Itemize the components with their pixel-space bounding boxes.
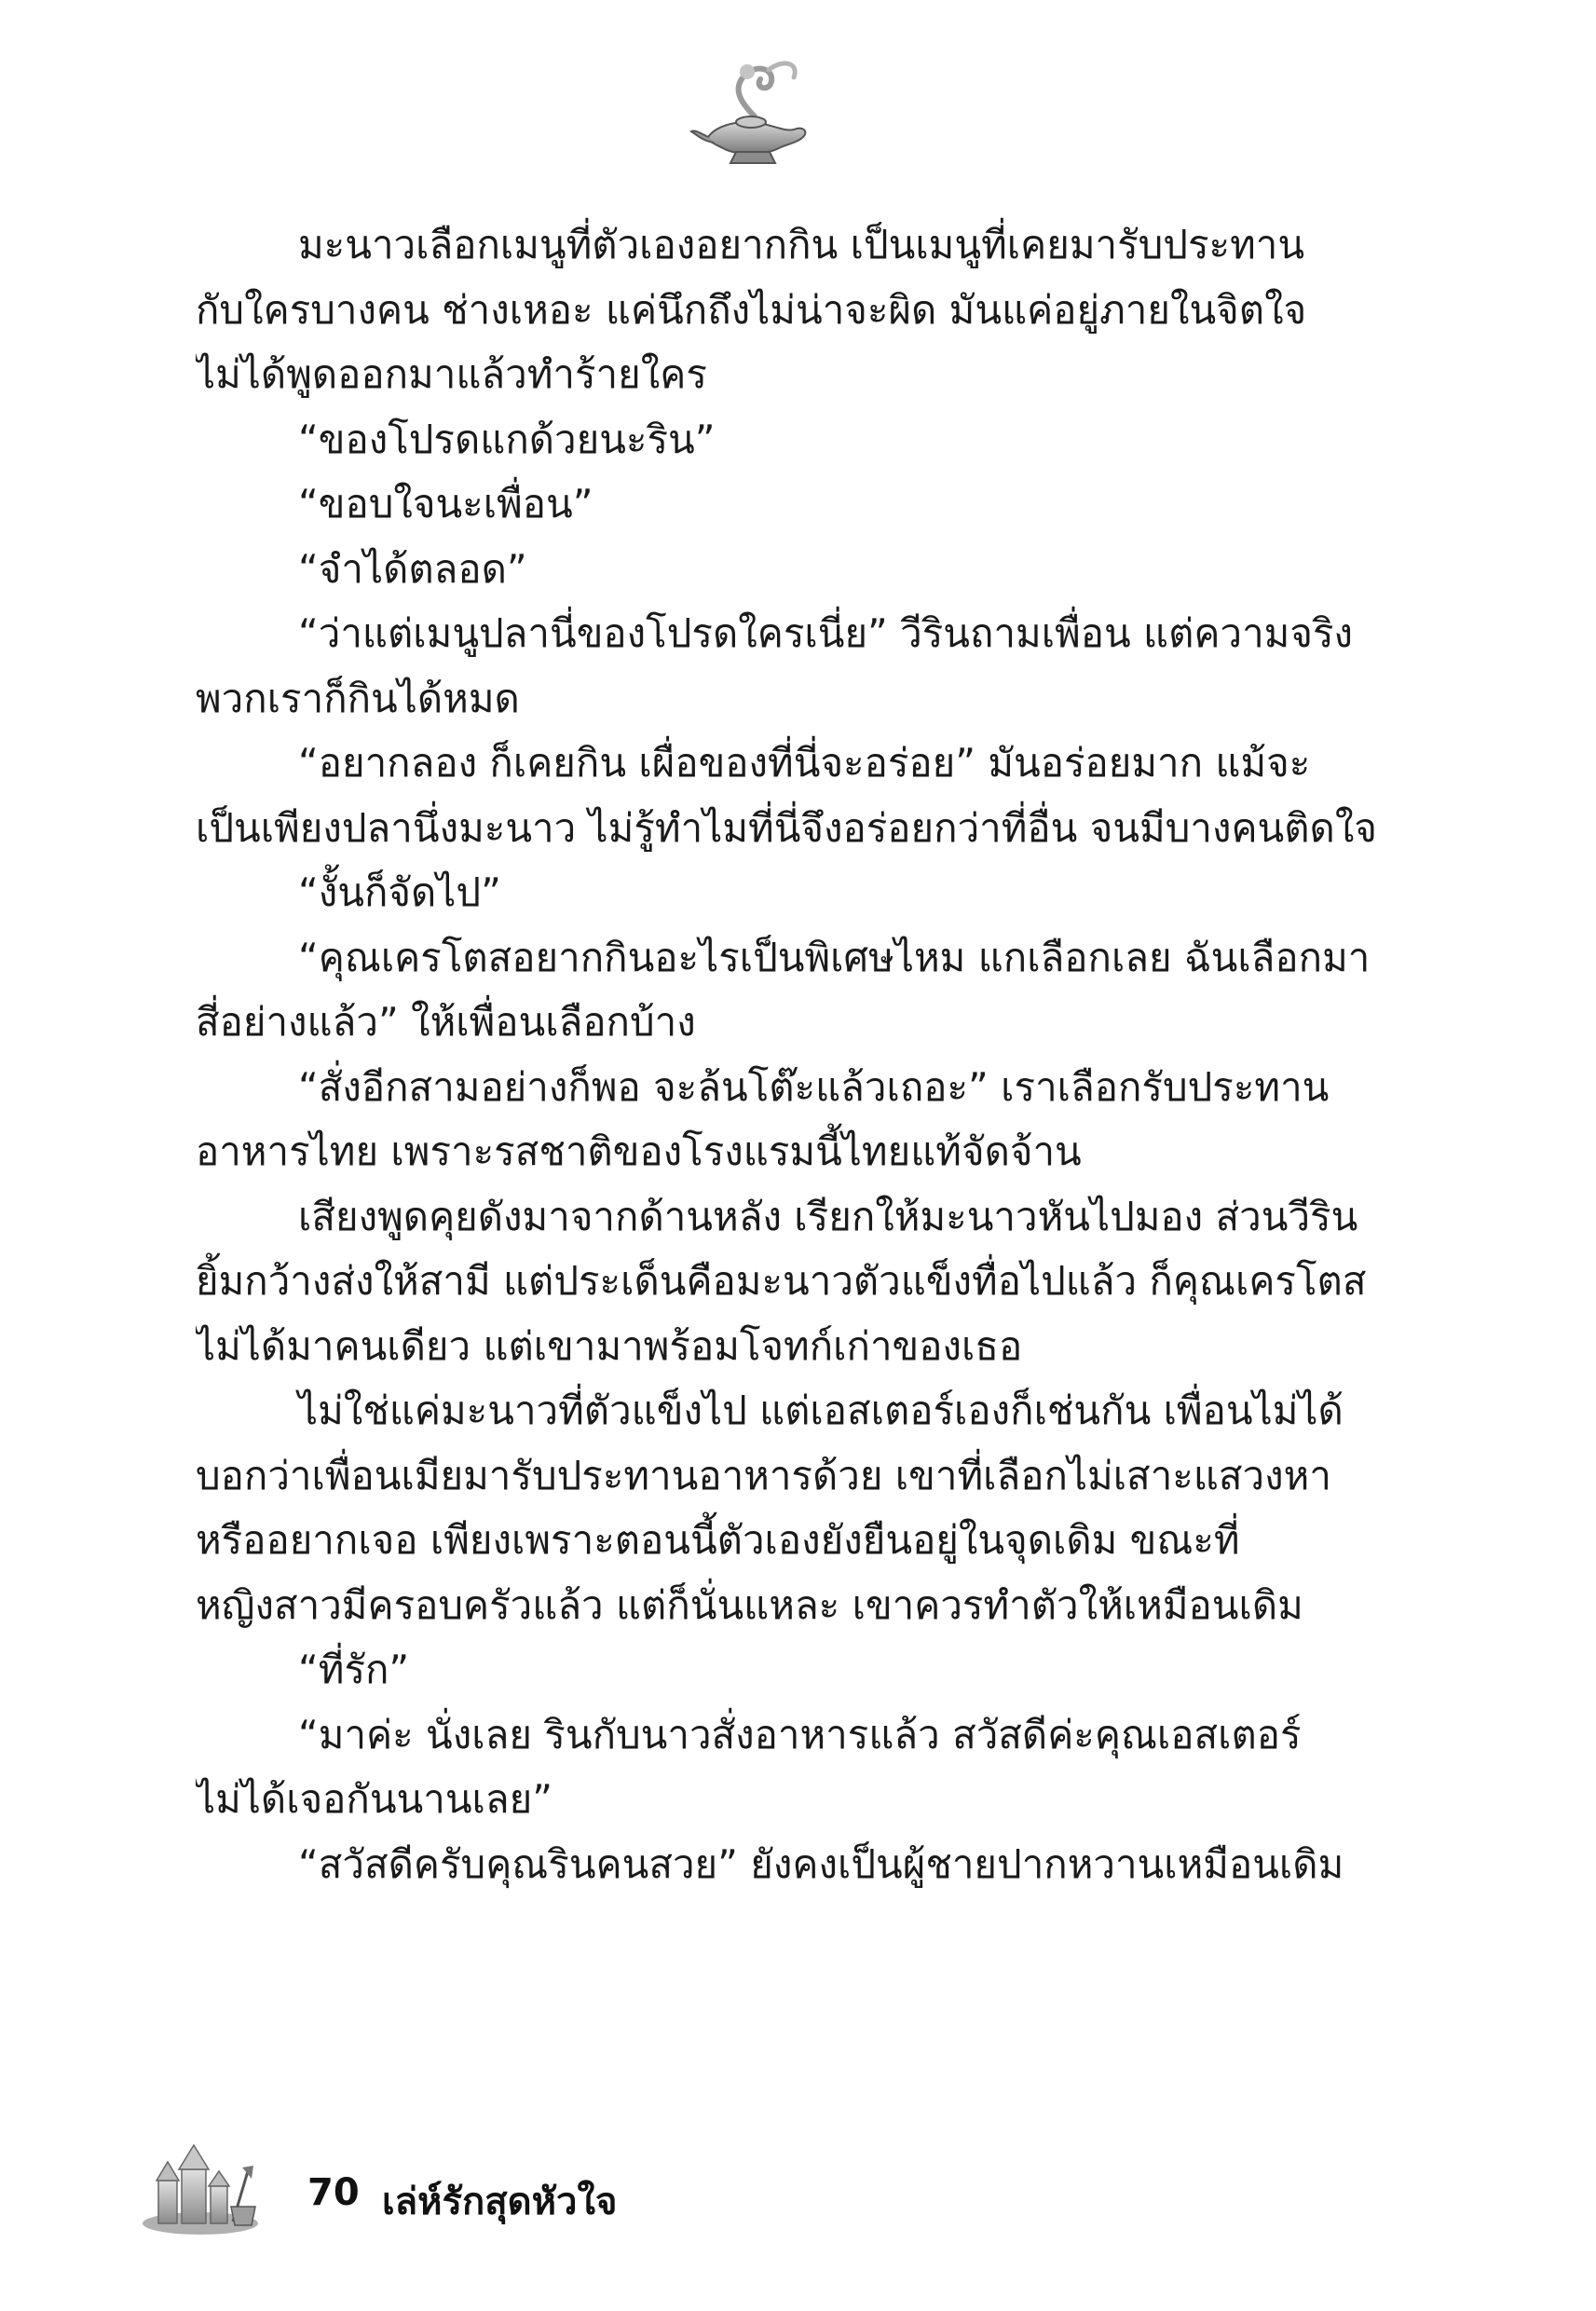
body-line: “งั้นก็จัดไป” (298, 869, 501, 915)
body-line: ไม่ได้เจอกันนานเลย” (196, 1776, 553, 1822)
body-line: “ขอบใจนะเพื่อน” (298, 481, 593, 526)
body-line: ไม่ใช่แค่มะนาวที่ตัวแข็งไป แต่เอสเตอร์เองก็เช่นกัน เพื่อนไม่ได้ (298, 1388, 1344, 1433)
book-title: เล่ห์รักสุดหัวใจ (382, 2181, 618, 2223)
body-line: พวกเราก็กินได้หมด (196, 675, 520, 721)
page-number: 70 (307, 2171, 360, 2214)
body-line: “มาค่ะ นั่งเลย รินกับนาวสั่งอาหารแล้ว สวัสดีค่ะคุณเอสเตอร์ (298, 1711, 1302, 1757)
body-line: “ที่รัก” (298, 1647, 410, 1692)
body-line: เสียงพูดคุยดังมาจากด้านหลัง เรียกให้มะนาวหันไปมอง ส่วนวีริน (298, 1193, 1358, 1239)
body-line: เป็นเพียงปลานึ่งมะนาว ไม่รู้ทำไมที่นี่จึงอร่อยกว่าที่อื่น จนมีบางคนติดใจ (196, 804, 1377, 851)
body-line: “ว่าแต่เมนูปลานี่ของโปรดใครเนี่ย” วีรินถามเพื่อน แต่ความจริง (298, 610, 1354, 656)
body-text (196, 212, 1402, 1896)
body-line: ไม่ได้มาคนเดียว แต่เขามาพร้อมโจทก์เก่าของเธอ (196, 1322, 1023, 1369)
body-line: หญิงสาวมีครอบครัวแล้ว แต่ก็นั่นแหละ เขาควรทำตัวให้เหมือนเดิม (196, 1581, 1303, 1628)
page-footer (140, 2134, 699, 2236)
body-line: “จำได้ตลอด” (298, 545, 527, 592)
sandcastle-icon (140, 2134, 261, 2236)
body-line: บอกว่าเพื่อนเมียมารับประทานอาหารด้วย เขาที่เลือกไม่เสาะแสวงหา (196, 1452, 1331, 1498)
body-line: มะนาวเลือกเมนูที่ตัวเองอยากกิน เป็นเมนูที่เคยมารับประทาน (298, 222, 1305, 267)
body-line: อาหารไทย เพราะรสชาติของโรงแรมนี้ไทยแท้จัดจ้าน (196, 1128, 1082, 1174)
body-line: “ของโปรดแกด้วยนะริน” (298, 416, 716, 462)
body-line: ยิ้มกว้างส่งให้สามี แต่ประเด็นคือมะนาวตัวแข็งทื่อไปแล้ว ก็คุณเครโตส (196, 1258, 1367, 1304)
genie-lamp-icon (689, 51, 820, 172)
body-line: กับใครบางคน ช่างเหอะ แค่นึกถึงไม่น่าจะผิด มันแค่อยู่ภายในจิตใจ (196, 286, 1307, 333)
body-line: หรืออยากเจอ เพียงเพราะตอนนี้ตัวเองยังยืนอยู่ในจุดเดิม ขณะที่ (196, 1517, 1240, 1563)
body-line: “สวัสดีครับคุณรินคนสวย” ยังคงเป็นผู้ชายปากหวานเหมือนเดิม (298, 1840, 1344, 1887)
body-line: ไม่ได้พูดออกมาแล้วทำร้ายใคร (196, 351, 707, 397)
body-line: “สั่งอีกสามอย่างก็พอ จะล้นโต๊ะแล้วเถอะ” เราเลือกรับประทาน (298, 1063, 1330, 1110)
body-line: “อยากลอง ก็เคยกิน เผื่อของที่นี่จะอร่อย” มันอร่อยมาก แม้จะ (298, 740, 1311, 786)
body-line: สี่อย่างแล้ว” ให้เพื่อนเลือกบ้าง (196, 999, 696, 1045)
body-line: “คุณเครโตสอยากกินอะไรเป็นพิเศษไหม แกเลือกเลย ฉันเลือกมา (298, 934, 1371, 980)
